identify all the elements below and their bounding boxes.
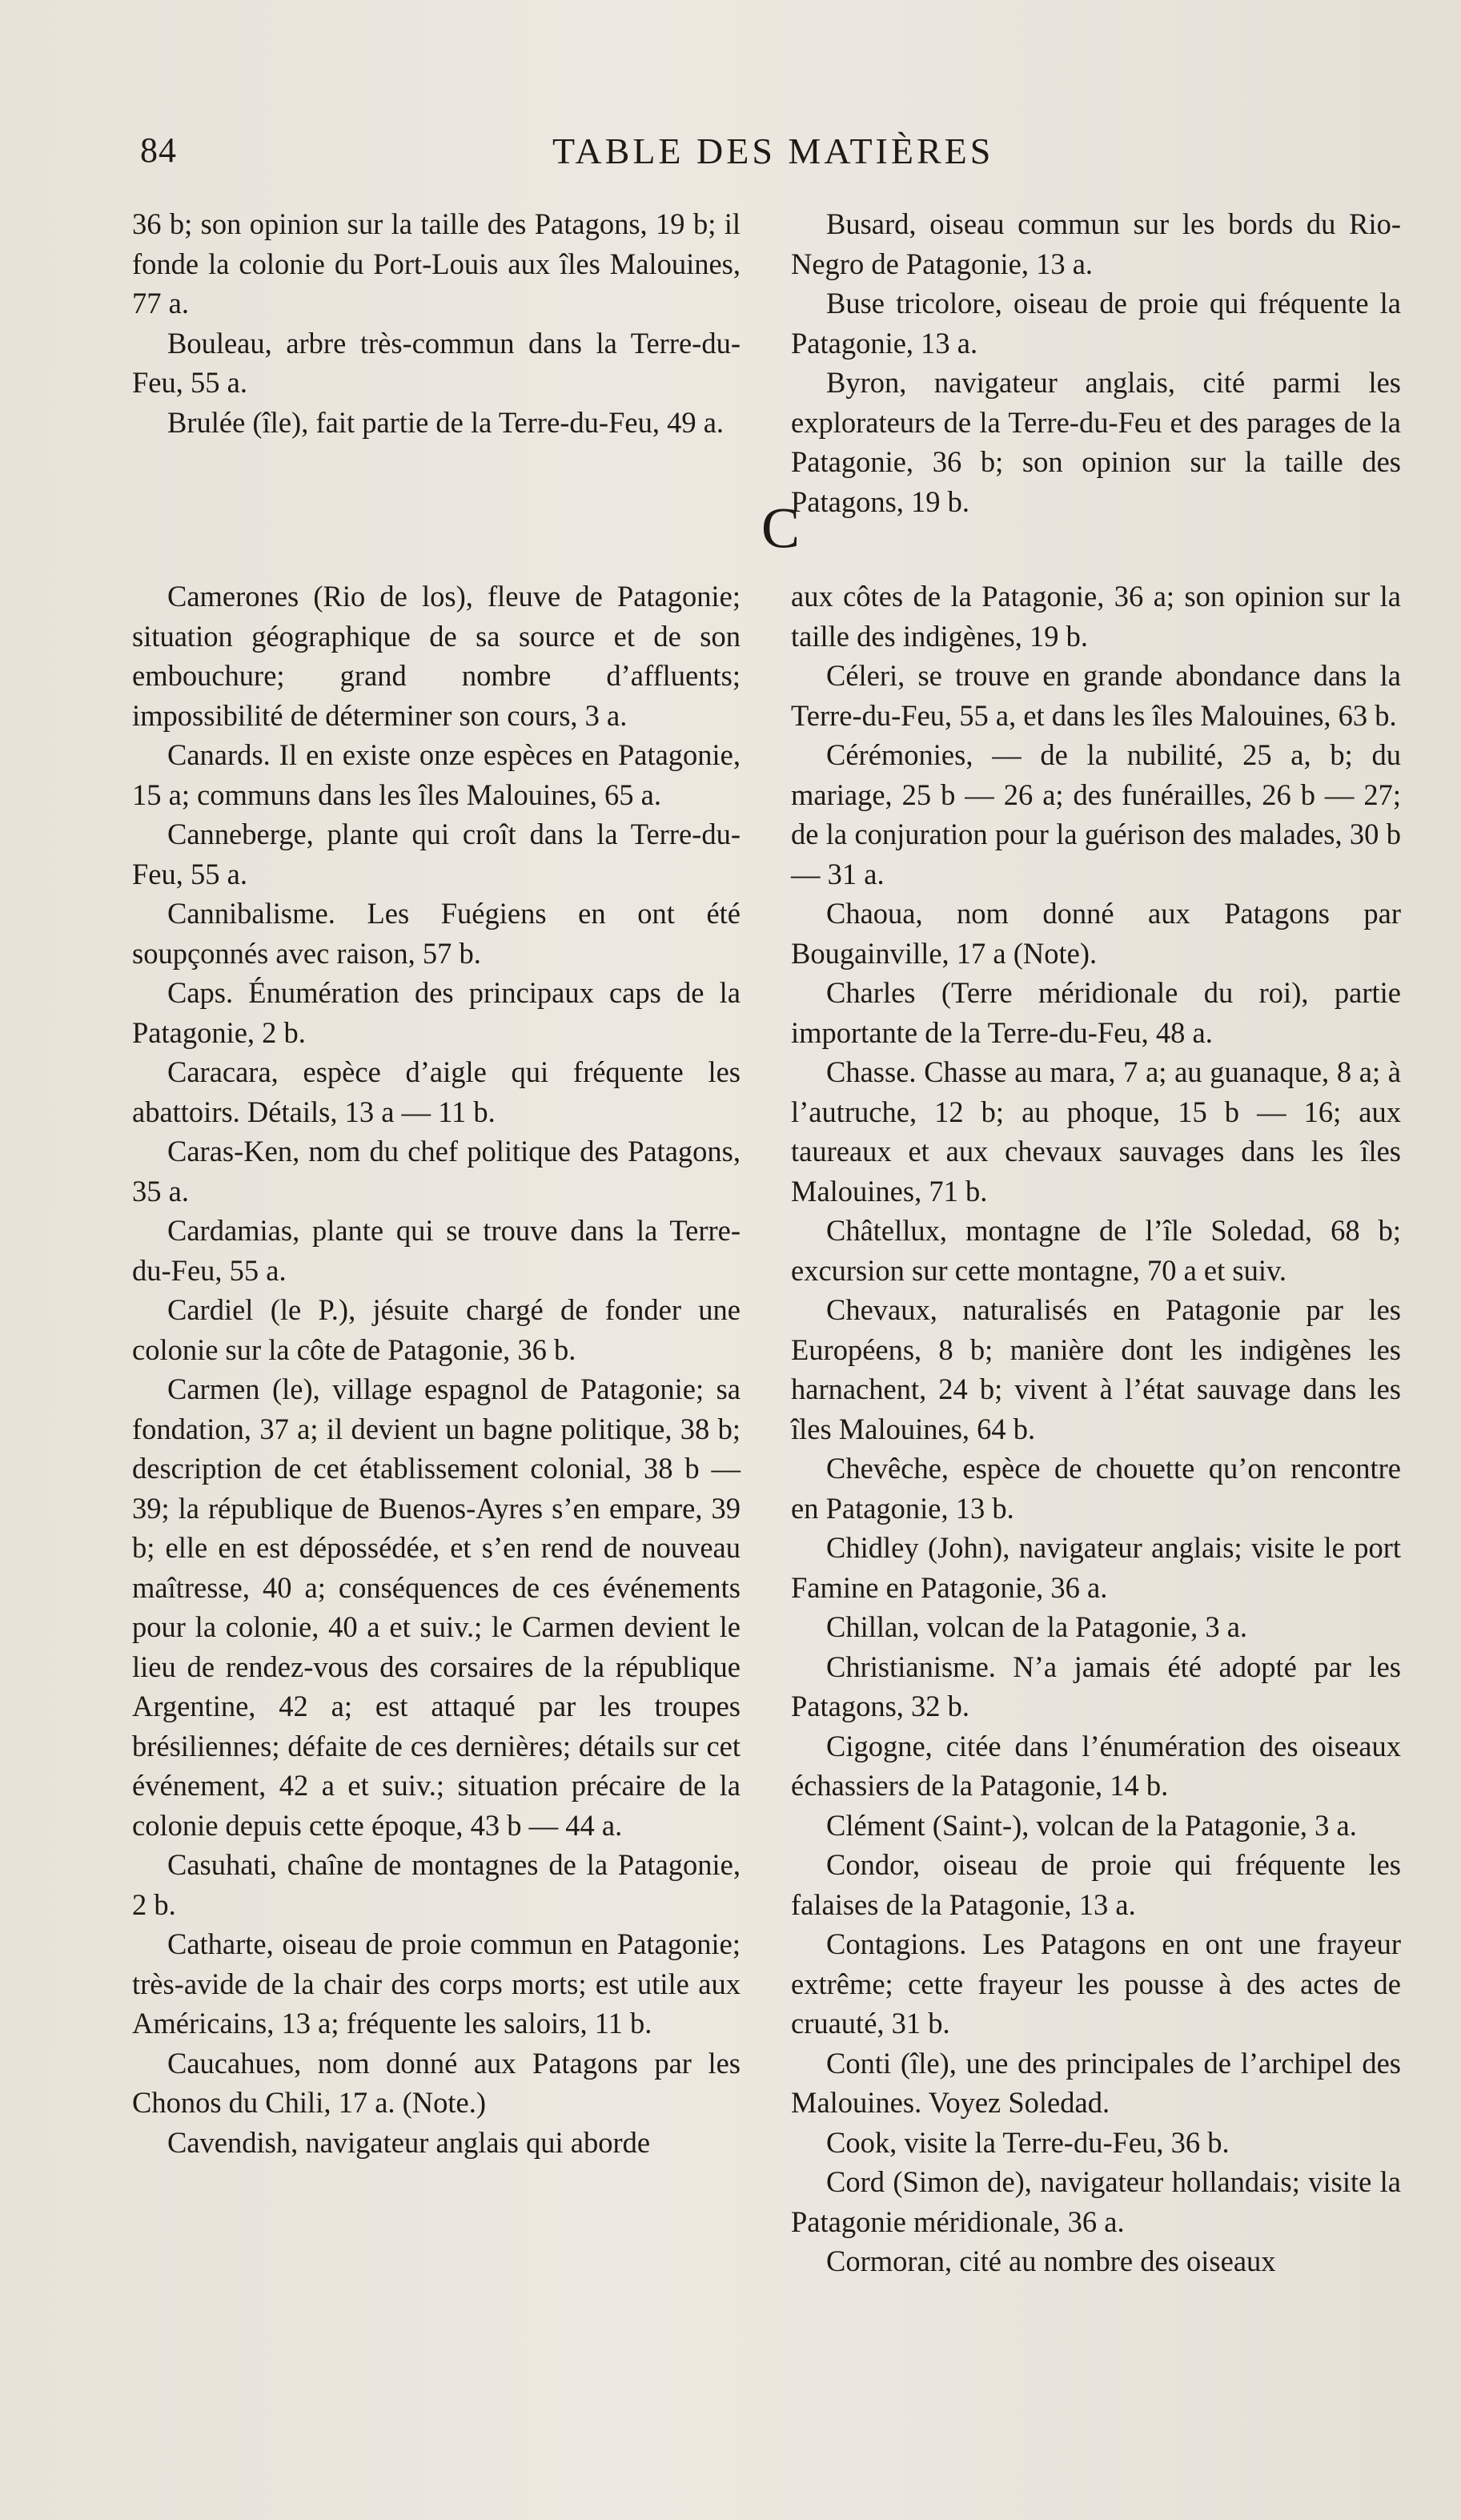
index-entry: Caucahues, nom donné aux Patagons par les Chonos du Chili, 17 a. (Note.) bbox=[132, 2046, 741, 2119]
index-entry: Céleri, se trouve en grande abondance dans la Terre-du-Feu, 55 a, et dans les îles Malouines, 63 b. bbox=[791, 659, 1401, 732]
index-entry: Cannibalisme. Les Fuégiens en ont été soupçonnés avec raison, 57 b. bbox=[132, 897, 741, 970]
index-entry: Canneberge, plante qui croît dans la Terre-du-Feu, 55 a. bbox=[132, 818, 741, 890]
index-entry: Christianisme. N’a jamais été adopté par les Patagons, 32 b. bbox=[791, 1650, 1401, 1722]
running-title: TABLE DES MATIÈRES bbox=[552, 131, 994, 171]
index-entry: Contagions. Les Patagons en ont une frayeur extrême; cette frayeur les pousse à des actes de cruauté, 31 b. bbox=[791, 1927, 1401, 2040]
index-entry: Chasse. Chasse au mara, 7 a; au guanaque, 8 a; à l’autruche, 12 b; au phoque, 15 b — 16; aux taureaux et aux chevaux sauvages dans les îles Malouines, 71 b. bbox=[791, 1055, 1401, 1208]
index-entry: Châtellux, montagne de l’île Soledad, 68 b; excursion sur cette montagne, 70 a et suiv. bbox=[791, 1214, 1401, 1287]
index-entry: Carmen (le), village espagnol de Patagonie; sa fondation, 37 a; il devient un bagne politique, 38 b; description de cet établissement colonial, 38 b — 39; la république de Buenos-Ayres s’en empare, 39 b; elle en est dépossédée, et s’en rend de nouveau maîtresse, 40 a; conséquences de ces événements pour la colonie, 40 a et suiv.; le Carmen devient le lieu de rendez-vous des corsaires de la république Argentine, 42 a; est attaqué par les troupes brésiliennes; défaite de ces dernières; détails sur cet événement, 42 a et suiv.; situation précaire de la colonie depuis cette époque, 43 b — 44 a. bbox=[132, 1373, 741, 1842]
running-header bbox=[140, 130, 1405, 186]
index-entry: Cavendish, navigateur anglais qui aborde bbox=[167, 2125, 651, 2159]
index-entry: Clément (Saint-), volcan de la Patagonie, 3 a. bbox=[826, 1808, 1357, 1842]
index-entry: Chillan, volcan de la Patagonie, 3 a. bbox=[826, 1610, 1248, 1643]
index-entry: Casuhati, chaîne de montagnes de la Patagonie, 2 b. bbox=[132, 1848, 741, 1921]
index-entry: Caps. Énumération des principaux caps de la Patagonie, 2 b. bbox=[132, 976, 741, 1049]
index-entry: Chidley (John), navigateur anglais; visite le port Famine en Patagonie, 36 a. bbox=[791, 1531, 1401, 1604]
index-entry: Charles (Terre méridionale du roi), partie importante de la Terre-du-Feu, 48 a. bbox=[791, 976, 1401, 1049]
index-entry: 36 b; son opinion sur la taille des Patagons, 19 b; il fonde la colonie du Port-Louis aux îles Malouines, 77 a. bbox=[132, 207, 741, 320]
index-entry: Conti (île), une des principales de l’archipel des Malouines. Voyez Soledad. bbox=[791, 2046, 1401, 2119]
index-entry: Cook, visite la Terre-du-Feu, 36 b. bbox=[826, 2125, 1230, 2159]
index-entry: Chaoua, nom donné aux Patagons par Bougainville, 17 a (Note). bbox=[791, 897, 1401, 970]
left-column bbox=[132, 577, 741, 2162]
index-entry: Busard, oiseau commun sur les bords du Rio-Negro de Patagonie, 13 a. bbox=[791, 207, 1401, 280]
right-column bbox=[791, 577, 1401, 2281]
index-entry: Chevêche, espèce de chouette qu’on rencontre en Patagonie, 13 b. bbox=[791, 1452, 1401, 1525]
index-entry: Canards. Il en existe onze espèces en Patagonie, 15 a; communs dans les îles Malouines, 65 a. bbox=[132, 738, 741, 811]
index-entry: Cord (Simon de), navigateur hollandais; visite la Patagonie méridionale, 36 a. bbox=[791, 2165, 1401, 2238]
index-entry: Cardamias, plante qui se trouve dans la Terre-du-Feu, 55 a. bbox=[132, 1214, 741, 1287]
index-entry: Condor, oiseau de proie qui fréquente les falaises de la Patagonie, 13 a. bbox=[791, 1848, 1401, 1921]
index-entry: Cérémonies, — de la nubilité, 25 a, b; du mariage, 25 b — 26 a; des funérailles, 26 b — 27; de la conjuration pour la guérison des malades, 30 b — 31 a. bbox=[791, 738, 1401, 890]
index-entry: Cigogne, citée dans l’énumération des oiseaux échassiers de la Patagonie, 14 b. bbox=[791, 1729, 1401, 1802]
index-entry: aux côtes de la Patagonie, 36 a; son opinion sur la taille des indigènes, 19 b. bbox=[791, 580, 1401, 653]
index-entry: Bouleau, arbre très-commun dans la Terre-du-Feu, 55 a. bbox=[132, 326, 741, 399]
index-entry: Caracara, espèce d’aigle qui fréquente les abattoirs. Détails, 13 a — 11 b. bbox=[132, 1055, 741, 1128]
index-entry: Chevaux, naturalisés en Patagonie par les Européens, 8 b; manière dont les indigènes les harnachent, 24 b; vivent à l’état sauvage dans les îles Malouines, 64 b. bbox=[791, 1293, 1401, 1445]
page-number: 84 bbox=[140, 131, 177, 170]
index-entry: Catharte, oiseau de proie commun en Patagonie; très-avide de la chair des corps morts; est utile aux Américains, 13 a; fréquente les saloirs, 11 b. bbox=[132, 1927, 741, 2040]
index-entry: Buse tricolore, oiseau de proie qui fréquente la Patagonie, 13 a. bbox=[791, 287, 1401, 360]
top-right-column bbox=[791, 204, 1401, 521]
top-left-column bbox=[132, 204, 741, 442]
index-entry: Camerones (Rio de los), fleuve de Patagonie; situation géographique de sa source et de son embouchure; grand nombre d’affluents; impossibilité de déterminer son cours, 3 a. bbox=[132, 580, 741, 732]
index-entry: Caras-Ken, nom du chef politique des Patagons, 35 a. bbox=[132, 1135, 741, 1208]
index-entry: Brulée (île), fait partie de la Terre-du-Feu, 49 a. bbox=[167, 405, 724, 439]
index-entry: Byron, navigateur anglais, cité parmi les explorateurs de la Terre-du-Feu et des parages de la Patagonie, 36 b; son opinion sur la taille des Patagons, 19 b. bbox=[791, 366, 1401, 518]
index-entry: Cormoran, cité au nombre des oiseaux bbox=[826, 2245, 1276, 2277]
section-letter: C bbox=[761, 496, 801, 561]
index-entry: Cardiel (le P.), jésuite chargé de fonder une colonie sur la côte de Patagonie, 36 b. bbox=[132, 1293, 741, 1366]
